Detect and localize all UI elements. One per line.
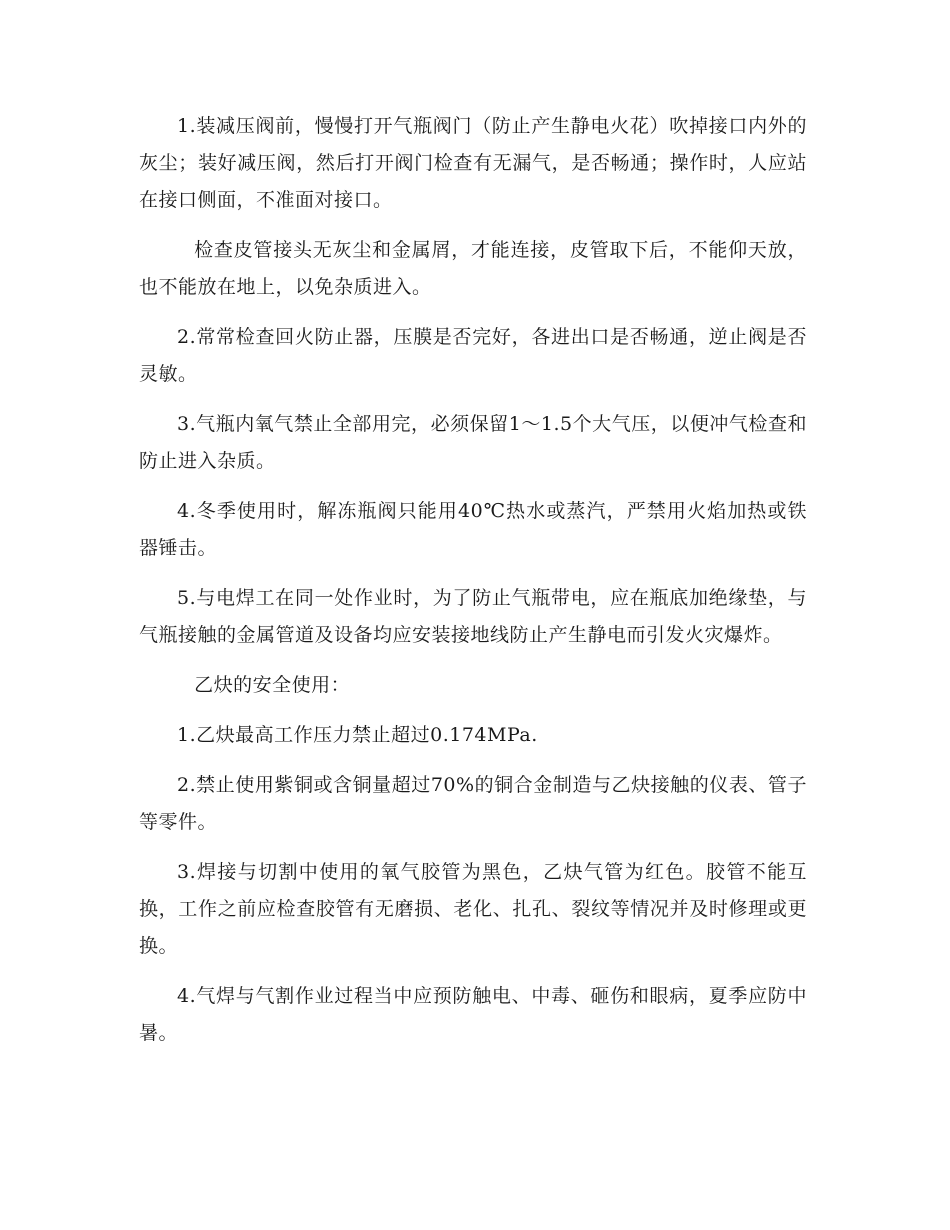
document-body (139, 108, 807, 1052)
paragraph-winter-thawing: 4.冬季使用时，解冻瓶阀只能用40℃热水或蒸汽，严禁用火焰加热或铁器锤击。 (139, 500, 807, 559)
paragraph-flashback-arrestor: 2.常常检查回火防止器，压膜是否完好，各进出口是否畅通，逆止阀是否灵敏。 (139, 326, 807, 385)
paragraph-copper-alloy: 2.禁止使用紫铜或含铜量超过70%的铜合金制造与乙炔接触的仪表、管子等零件。 (139, 774, 807, 833)
paragraph-oxygen-residual: 3.气瓶内氧气禁止全部用完，必须保留1～1.5个大气压，以便冲气检查和防止进入杂质。 (139, 413, 807, 472)
paragraph-hose-inspection: 检查皮管接头无灰尘和金属屑，才能连接，皮管取下后，不能仰天放，也不能放在地上，以免杂质进入。 (139, 239, 807, 298)
paragraph-pressure-valve-installation: 1.装减压阀前，慢慢打开气瓶阀门（防止产生静电火花）吹掉接口内外的灰尘；装好减压阀，然后打开阀门检查有无漏气，是否畅通；操作时，人应站在接口侧面，不准面对接口。 (139, 115, 807, 211)
paragraph-hazard-prevention: 4.气焊与气割作业过程当中应预防触电、中毒、砸伤和眼病，夏季应防中暑。 (139, 985, 807, 1044)
section-heading-acetylene: 乙炔的安全使用： (194, 674, 351, 696)
paragraph-grounding: 5.与电焊工在同一处作业时，为了防止气瓶带电，应在瓶底加绝缘垫，与气瓶接触的金属管道及设备均应安装接地线防止产生静电而引发火灾爆炸。 (139, 587, 807, 646)
paragraph-acetylene-pressure: 1.乙炔最高工作压力禁止超过0.174MPa. (177, 724, 538, 746)
paragraph-hose-colors: 3.焊接与切割中使用的氧气胶管为黑色，乙炔气管为红色。胶管不能互换，工作之前应检查胶管有无磨损、老化、扎孔、裂纹等情况并及时修理或更换。 (139, 861, 807, 957)
